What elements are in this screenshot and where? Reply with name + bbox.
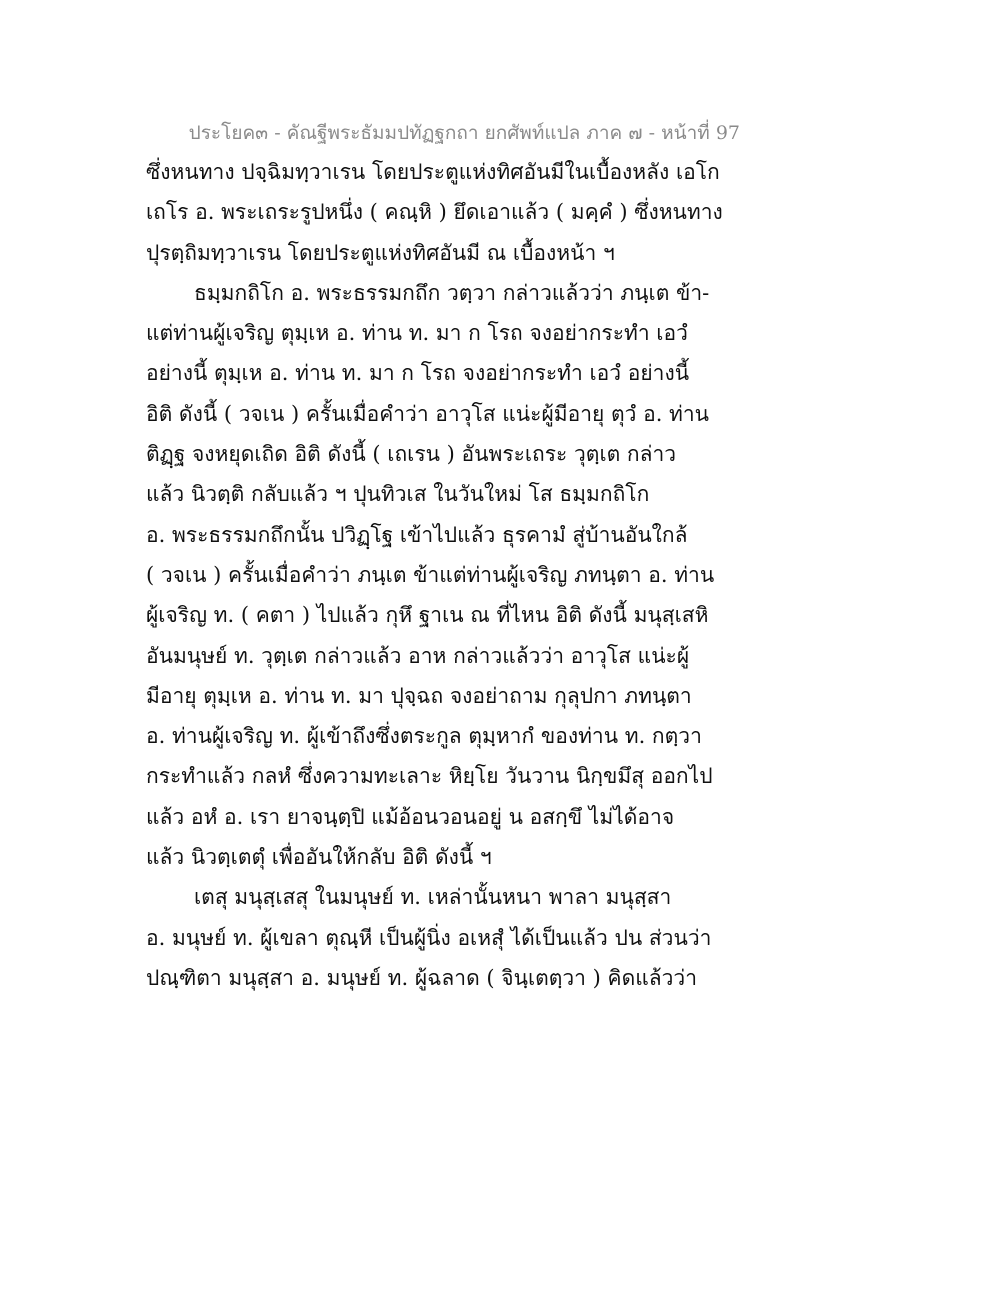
- text-line: แล้ว นิวตฺติ กลับแล้ว ฯ ปุนทิวเส ในวันใหม่ โส ธมฺมกถิโก: [146, 482, 650, 507]
- body-text: [146, 152, 723, 998]
- text-line: อ. มนุษย์ ท. ผู้เขลา ตุณฺหี เป็นผู้นิ่ง อเหสุํ ได้เป็นแล้ว ปน ส่วนว่า: [146, 925, 712, 950]
- text-line: ซึ่งหนทาง ปจฺฉิมทฺวาเรน โดยประตูแห่งทิศอันมีในเบื้องหลัง เอโก: [146, 160, 720, 184]
- text-line: อ. ท่านผู้เจริญ ท. ผู้เข้าถึงซึ่งตระกูล ตุมฺหากํ ของท่าน ท. กตฺวา: [146, 724, 702, 749]
- text-line: อ. พระธรรมกถึกนั้น ปวิฏฺโฐ เข้าไปแล้ว ธุรคามํ สู่บ้านอันใกล้: [146, 522, 688, 547]
- page-header: ประโยค๓ - คัณฐีพระธัมมปทัฏฐกถา ยกศัพท์แปล ภาค ๗ - หน้าที่ 97: [188, 122, 740, 144]
- text-line: อันมนุษย์ ท. วุตฺเต กล่าวแล้ว อาห กล่าวแล้วว่า อาวุโส แน่ะผู้: [146, 643, 690, 668]
- text-line: แล้ว อหํ อ. เรา ยาจนฺตฺปิ แม้อ้อนวอนอยู่ น อสกฺขึ ไม่ได้อาจ: [146, 804, 675, 829]
- text-line: มีอายุ ตุมฺเห อ. ท่าน ท. มา ปุจฺฉถ จงอย่าถาม กุลุปกา ภทนฺตา: [146, 683, 692, 708]
- text-line: อย่างนี้ ตุมฺเห อ. ท่าน ท. มา ก โรถ จงอย่ากระทำ เอวํ อย่างนี้: [146, 361, 690, 386]
- text-line: เถโร อ. พระเถระรูปหนึ่ง ( คณฺหิ ) ยึดเอาแล้ว ( มคฺคํ ) ซึ่งหนทาง: [146, 200, 723, 225]
- text-line: อิติ ดังนี้ ( วจเน ) ครั้นเมื่อคำว่า อาวุโส แน่ะผู้มีอายุ ตุวํ อ. ท่าน: [146, 401, 710, 426]
- text-line: ผู้เจริญ ท. ( คตา ) ไปแล้ว กุหึ ฐาเน ณ ที่ไหน อิติ ดังนี้ มนุสฺเสหิ: [146, 603, 709, 628]
- text-line: แล้ว นิวตฺเตตุํ เพื่ออันให้กลับ อิติ ดังนี้ ฯ: [146, 845, 492, 870]
- text-line: ปุรตฺถิมทฺวาเรน โดยประตูแห่งทิศอันมี ณ เบื้องหน้า ฯ: [146, 240, 615, 265]
- text-line: ( วจเน ) ครั้นเมื่อคำว่า ภนฺเต ข้าแต่ท่านผู้เจริญ ภทนฺตา อ. ท่าน: [146, 562, 715, 587]
- text-line: ธมฺมกถิโก อ. พระธรรมกถึก วตฺวา กล่าวแล้วว่า ภนฺเต ข้า-: [194, 280, 710, 305]
- text-line: ปณฺฑิตา มนุสฺสา อ. มนุษย์ ท. ผู้ฉลาด ( จินฺเตตฺวา ) คิดแล้วว่า: [146, 965, 697, 990]
- text-line: เตสุ มนุสฺเสสุ ในมนุษย์ ท. เหล่านั้นหนา พาลา มนุสฺสา: [194, 885, 672, 910]
- text-line: แต่ท่านผู้เจริญ ตุมฺเห อ. ท่าน ท. มา ก โรถ จงอย่ากระทำ เอวํ: [146, 321, 688, 346]
- text-line: กระทำแล้ว กลหํ ซึ่งความทะเลาะ หิยฺโย วันวาน นิกฺขมึสุ ออกไป: [146, 764, 713, 789]
- text-line: ติฏฺฐ จงหยุดเถิด อิติ ดังนี้ ( เถเรน ) อันพระเถระ วุตฺเต กล่าว: [146, 442, 677, 467]
